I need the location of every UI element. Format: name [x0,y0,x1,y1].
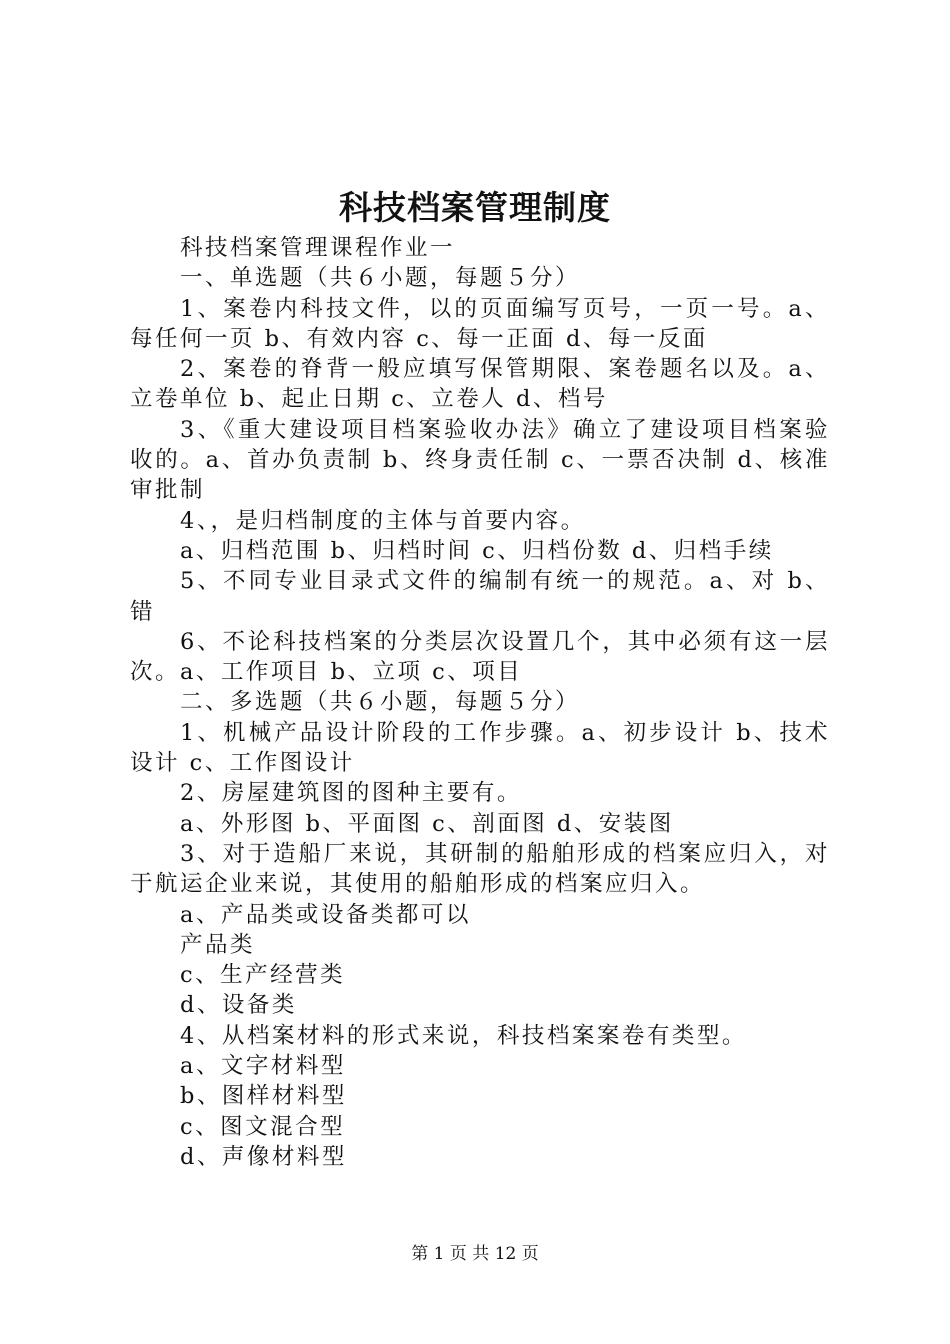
paragraph-mc-question-3: 3、对于造船厂来说，其研制的船舶形成的档案应归入，对于航运企业来说，其使用的船舶形成的档案应归入。 [130,840,830,898]
paragraph-question-2: 2、案卷的脊背一般应填写保管期限、案卷题名以及。a、立卷单位 b、起止日期 c、立卷人 d、档号 [130,356,830,413]
document-title: 科技档案管理制度 [339,188,611,227]
paragraph-question-3: 3、《重大建设项目档案验收办法》确立了建设项目档案验收的。a、首办负责制 b、终身责任制 c、一票否决制 d、核准审批制 [130,416,830,504]
paragraph-question-5: 5、不同专业目录式文件的编制有统一的规范。a、对 b、错 [130,568,830,625]
paragraph-section-multiple-choice: 二、多选题（共６小题，每题５分） [180,689,581,716]
paragraph-course-title: 科技档案管理课程作业一 [180,235,456,261]
paragraph-mc-question-2: 2、房屋建筑图的图种主要有。 [180,780,522,807]
paragraph-mc-question-3-option-a: a、产品类或设备类都可以 [180,901,471,928]
paragraph-mc-question-4: 4、从档案材料的形式来说，科技档案案卷有类型。 [180,1022,747,1049]
paragraph-section-single-choice: 一、单选题（共６小题，每题５分） [180,265,581,292]
paragraph-mc-question-2-options: a、外形图 b、平面图 c、剖面图 d、安装图 [180,810,674,837]
paragraph-mc-question-4-option-a: a、文字材料型 [180,1053,346,1080]
paragraph-mc-question-1: 1、机械产品设计阶段的工作步骤。a、初步设计 b、技术设计 c、工作图设计 [130,719,830,777]
paragraph-question-1: 1、案卷内科技文件，以的页面编写页号，一页一号。a、每任何一页 b、有效内容 c、每一正面 d、每一反面 [130,295,830,352]
paragraph-mc-question-3-option-d: d、设备类 [180,992,297,1019]
paragraph-question-4-options: a、归档范围 b、归档时间 c、归档份数 d、归档手续 [180,537,774,564]
paragraph-mc-question-4-option-b: b、图样材料型 [180,1083,347,1110]
paragraph-mc-question-4-option-c: c、图文混合型 [180,1113,346,1140]
paragraph-mc-question-3-option-b: 产品类 [180,931,256,958]
paragraph-mc-question-3-option-c: c、生产经营类 [180,962,346,989]
paragraph-question-4: 4、，是归档制度的主体与首要内容。 [180,507,586,534]
document-body [130,233,830,1172]
page-footer: 第 1 页 共 12 页 [411,1244,539,1264]
paragraph-mc-question-4-option-d: d、声像材料型 [180,1143,347,1170]
paragraph-question-6: 6、不论科技档案的分类层次设置几个，其中必须有这一层次。a、工作项目 b、立项 c、项目 [130,628,830,686]
